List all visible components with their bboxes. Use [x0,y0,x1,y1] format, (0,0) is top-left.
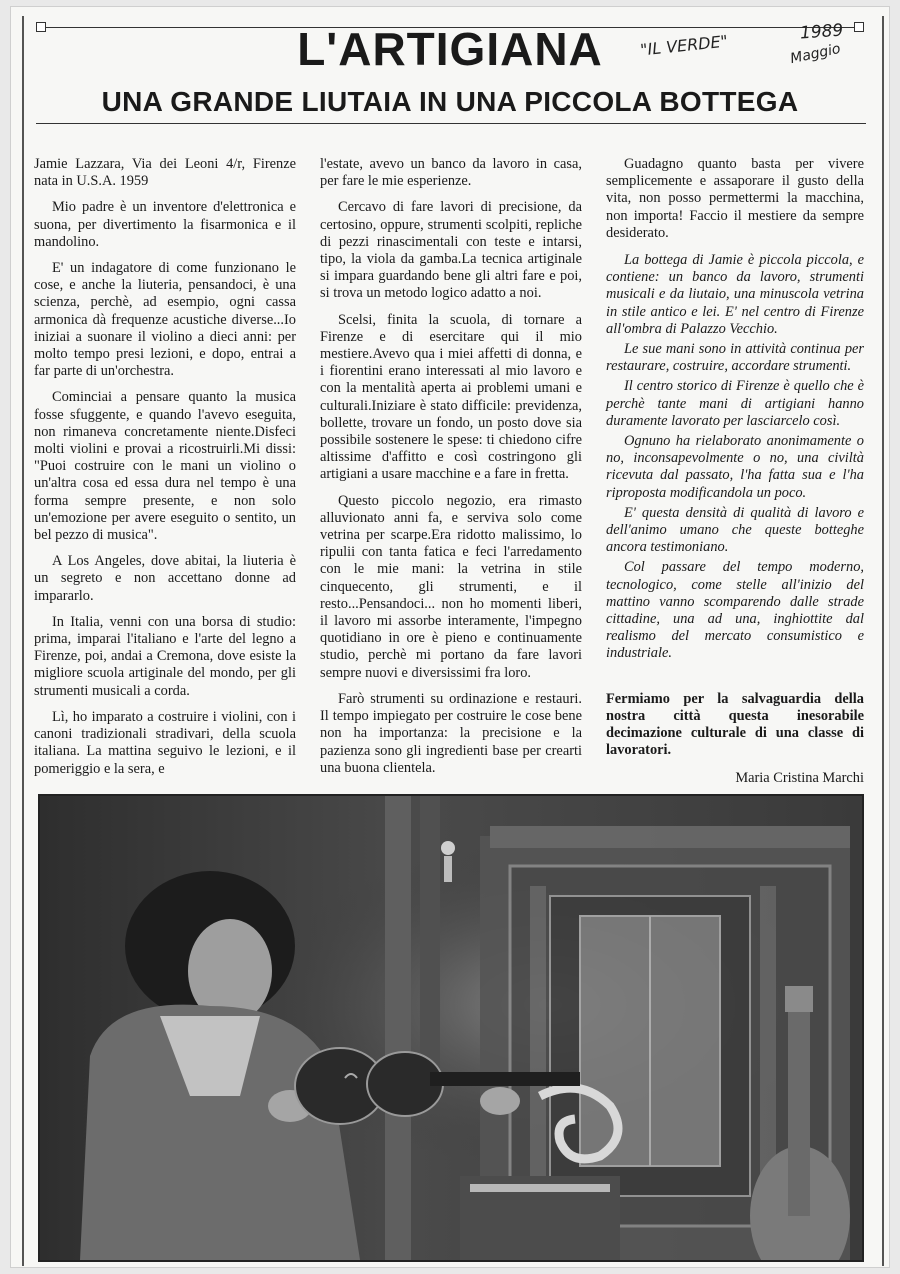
paragraph: Mio padre è un inventore d'elettronica e suona, per divertimento la fisarmonica e il mandolino. [34,199,296,250]
italic-paragraph: Ognuno ha rielaborato anonimamente o no, inconsapevolmente o no, una civiltà ricevuta dal passato, l'ha fatta sua e l'ha riproposta modificandola un poco. [606,433,864,501]
italic-paragraph: Col passare del tempo moderno, tecnologico, come stelle all'inizio del mattino vanno scomparendo dalle strade cittadine, una ad una, inghiottite dal realismo del mercato consumistico e industriale. [606,559,864,662]
author-name: Maria Cristina Marchi [735,769,864,786]
paragraph: Lì, ho imparato a costruire i violini, con i canoni tradizionali stradivari, della scuola italiana. La mattina seguivo le lezioni, e il pomeriggio e la sera, e [34,708,296,777]
masthead: L'ARTIGIANA [297,23,603,75]
byline-paragraph: Jamie Lazzara, Via dei Leoni 4/r, Firenze nata in U.S.A. 1959 [34,156,296,190]
paragraph: l'estate, avevo un banco da lavoro in casa, per fare le mie esperienze. [320,156,582,190]
paragraph: Scelsi, finita la scuola, di tornare a Firenze e di esercitare qui il mio mestiere.Avevo qua i miei affetti di donna, e i fiorentini erano interessati al mio lavoro e con la mentalità aperta ai problemi umani e culturali.Iniziare è stato difficile: previdenza, bollette, trovare un fondo, un posto dove sia possibile sostenere le spese: ti chiedono cifre altissime d'affitto e così costringono gli artigiani a usare macchine e a fare in fretta. [320,311,582,483]
photo-illustration [40,796,862,1260]
article-column-2 [320,156,582,786]
right-border [882,16,884,1266]
newspaper-clipping [10,6,890,1268]
paragraph: E' un indagatore di come funzionano le cose, e anche la liuteria, pensandoci, è una scienza, perchè, ad esempio, ogni cassa armonica dà frequenze acustiche diverse...Io iniziai a suonare il violino a dieci anni: per molto tempo presi lezioni, e dopo, entrai a far parte di un'orchestra. [34,260,296,380]
article-subtitle: UNA GRANDE LIUTAIA IN UNA PICCOLA BOTTEGA [101,86,799,117]
italic-paragraph: Le sue mani sono in attività continua per restaurare, costruire, accordare strumenti. [606,341,864,375]
handwritten-year: 1989 [799,20,844,44]
paragraph: Cominciai a pensare quanto la musica fosse sfuggente, e quando l'avevo eseguita, non rimaneva concretamente niente.Disfeci molti violini e provai a ricostruirli.Mi dissi: "Puoi costruire con le mani un violino o un'altra cosa ed essa dura nel tempo è una forma sempre presente, e non solo un'emozione per avere eseguito o sentito, un bel pezzo di musica". [34,389,296,544]
italic-paragraph: Il centro storico di Firenze è quello che è perchè tante mani di artigiani hanno duramente lavorato per lasciarcelo così. [606,378,864,429]
italic-paragraph: E' questa densità di qualità di lavoro e dell'animo umano che queste botteghe ancora testimoniano. [606,504,864,556]
article-column-3 [606,156,864,796]
paragraph: Questo piccolo negozio, era rimasto alluvionato anni fa, e serviva solo come vetrina per scarpe.Era ridotto malissimo, lo ripulii con tanta fatica e feci l'arredamento con le mie mani: la vetrina in stile cinquecento, gli strumenti, e il resto...Pensandoci... non ho momenti liberi, il lavoro mi assorbe interamente, l'impegno quotidiano in ore è pieno e continuamente studio, perchè mi portano da fare lavori sempre nuovi e diversissimi fra loro. [320,492,582,681]
paragraph: Farò strumenti su ordinazione e restauri. Il tempo impiegato per costruire le cose bene non ha importanza: la precisione e la pazienza sono gli ingredienti base per crearti una buona clientela. [320,690,582,776]
paragraph: Cercavo di fare lavori di precisione, da certosino, oppure, strumenti scolpiti, repliche di pezzi rinascimentali con teste e intarsi, tipo, la viola da gamba.La tecnica artiginale si impara guardando bene gli altri fare e poi, si trova un metodo logico adatto a noi. [320,199,582,302]
handwritten-month: Maggio [788,40,842,68]
paragraph: In Italia, venni con una borsa di studio: prima, imparai l'italiano e l'arte del legno a Firenze, poi, andai a Cremona, dove esiste la migliore scuola artiginale del mondo, per gli strumenti musicali a corda. [34,613,296,699]
left-border [22,16,24,1266]
italic-paragraph: La bottega di Jamie è piccola piccola, e contiene: un banco da lavoro, strumenti musicali e da liutaio, una minuscola vetrina in stile antico e lei. E' nel centro di Firenze all'ombra di Palazzo Vecchio. [606,252,864,337]
paragraph: Guadagno quanto basta per vivere semplicemente e assaporare il gusto della vita, non posso permettermi la macchina, non importa! Faccio il mestiere da sempre desiderato. [606,156,864,241]
closing-appeal: Fermiamo per la salvaguardia della nostra città questa inesorabile decimazione culturale di una classe di lavoratori. [606,690,864,759]
handwritten-source: "IL VERDE" [639,31,729,60]
paragraph: A Los Angeles, dove abitai, la liuteria è un segreto e non accettano donne ad impararlo. [34,553,296,604]
workshop-photo [38,794,864,1262]
header-divider [36,123,866,124]
article-column-1 [34,156,296,787]
